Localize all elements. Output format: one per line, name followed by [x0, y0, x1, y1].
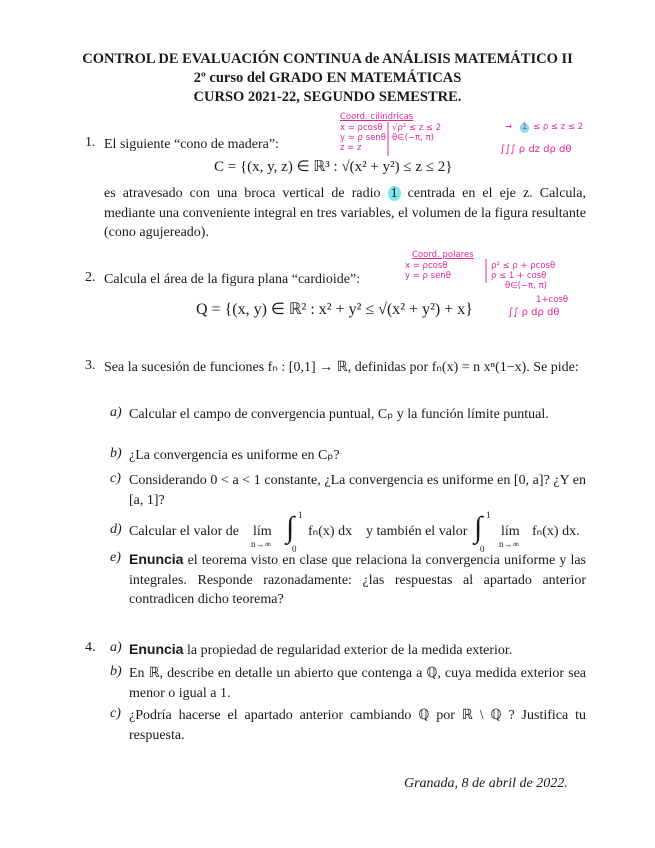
annotation-line: 1+cosθ [536, 295, 569, 305]
question-number: 4. [85, 640, 96, 655]
title-line-1: CONTROL DE EVALUACIÓN CONTINUA de ANÁLISIS MATEMÁTICO II [82, 51, 573, 67]
item-text-body: la propiedad de regularidad exterior de la medida exterior. [186, 643, 513, 658]
limit-subscript: n→∞ [499, 539, 519, 549]
body-text-a: es atravesado con una broca vertical de radio [104, 186, 381, 201]
integral-upper: 1 [486, 510, 491, 520]
limit-subscript: n→∞ [251, 539, 271, 549]
annotation-highlight: 1 [522, 122, 528, 132]
annotation-line: x = ρcosθ [405, 261, 448, 271]
formula-cardioid: Q = {(x, y) ∈ ℝ² : x² + y² ≤ √(x² + y²) + x} [196, 301, 473, 318]
item-label: e) [110, 550, 121, 565]
integral-upper: 1 [298, 510, 303, 520]
item-label: c) [110, 706, 121, 721]
item-text: Calcular el campo de convergencia puntual, Cₚ y la función límite puntual. [129, 407, 549, 422]
keyword-enuncia: Enuncia [129, 551, 184, 567]
highlighted-radius: 1 [388, 186, 401, 201]
integral-lower: 0 [292, 544, 297, 554]
integral-sign: ∫ [286, 511, 295, 544]
question-intro: El siguiente “cono de madera”: [104, 137, 279, 152]
integral-sign: ∫ [474, 511, 483, 544]
keyword-enuncia: Enuncia [129, 641, 184, 657]
body-text-b: centrada en el eje z. Calcula, mediante una conveniente integral en tres variables, el volumen de la figura resultante (cono agujereado). [104, 186, 587, 240]
question-intro: Sea la sucesión de funciones fₙ : [0,1] → ℝ, definidas por fₙ(x) = n xⁿ(1−x). Se pide: [104, 360, 579, 375]
formula-cone: C = {(x, y, z) ∈ ℝ³ : √(x² + y²) ≤ z ≤ 2} [214, 159, 453, 175]
question-body [104, 184, 586, 243]
annotation-integral: ∫∫ ρ dρ dθ [508, 307, 560, 318]
annotation-title: Coord. cilíndricas [340, 112, 414, 122]
item-text: ¿La convergencia es uniforme en Cₚ? [129, 448, 340, 463]
item-text: Calcular el valor de [129, 524, 240, 539]
limit-symbol: lím [253, 524, 272, 539]
annotation-title: Coord. polares [412, 250, 474, 260]
item-label: c) [110, 471, 121, 486]
item-text: En ℝ, describe en detalle un abierto que contenga a ℚ, cuya medida exterior sea menor o igual a 1. [129, 666, 586, 701]
annotation-line: √ρ² ≤ z ≤ 2 [392, 123, 442, 133]
item-text [129, 640, 586, 661]
annotation-line: z = z [340, 143, 362, 153]
integrand: fₙ(x) dx [308, 524, 353, 539]
question-number: 3. [85, 358, 96, 373]
item-text: Considerando 0 < a < 1 constante, ¿La convergencia es uniforme en [0, a]? ¿Y en [a, 1]? [129, 473, 586, 508]
annotation-line: θ∈(−π, π) [505, 281, 547, 291]
integral-lower: 0 [480, 544, 485, 554]
title-line-2: 2º curso del GRADO EN MATEMÁTICAS [193, 70, 462, 86]
annotation-line: θ∈(−π, π) [392, 133, 434, 143]
item-text-body: el teorema visto en clase que relaciona la convergencia uniforme y las integrales. Responde razonadamente: ¿las respuestas al apartado anterior contradicen dicho teorema? [129, 553, 586, 607]
annotation-line: x = ρcosθ [340, 123, 383, 133]
item-label: a) [110, 405, 122, 420]
annotation-line: y = ρ senθ [340, 133, 386, 143]
item-text: y también el valor [366, 524, 468, 539]
item-label: d) [110, 522, 122, 537]
question-number: 1. [85, 135, 96, 150]
title-line-3: CURSO 2021-22, SEGUNDO SEMESTRE. [193, 89, 462, 105]
item-text [129, 550, 586, 610]
annotation-line: ≤ ρ ≤ z ≤ 2 [533, 122, 584, 132]
item-label: b) [110, 664, 122, 679]
annotation-divider [385, 122, 391, 156]
annotation-line: ρ ≤ 1 + cosθ [491, 271, 547, 281]
item-text: ¿Podría hacerse el apartado anterior cambiando ℚ por ℝ \ ℚ ? Justifica tu respuesta. [129, 708, 586, 743]
annotation-line: ρ² ≤ ρ + ρcosθ [491, 261, 556, 271]
item-label: b) [110, 446, 122, 461]
annotation-divider [483, 259, 489, 283]
arrow-icon: → [505, 122, 513, 132]
integrand: fₙ(x) dx. [532, 524, 580, 539]
annotation-integral: ∫∫∫ ρ dz dρ dθ [500, 144, 572, 155]
annotation-line: y = ρ senθ [405, 271, 451, 281]
item-label: a) [110, 640, 122, 655]
question-intro: Calcula el área de la figura plana “cardioide”: [104, 272, 361, 287]
question-number: 2. [85, 270, 96, 285]
limit-symbol: lím [501, 524, 520, 539]
footer-date: Granada, 8 de abril de 2022. [404, 776, 568, 791]
